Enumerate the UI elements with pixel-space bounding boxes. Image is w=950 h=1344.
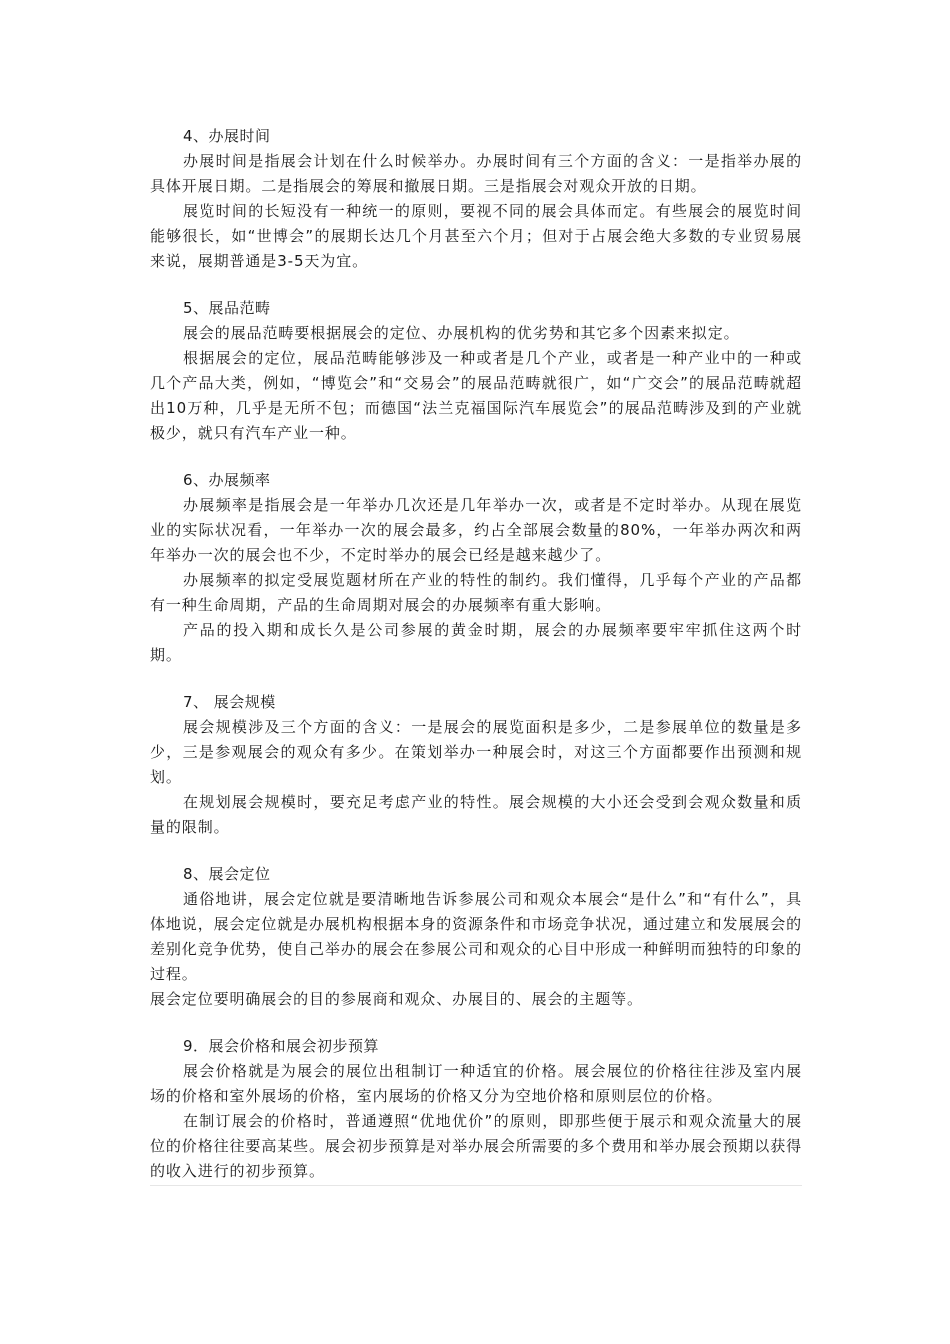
paragraph: 在规划展会规模时，要充足考虑产业的特性。展会规模的大小还会受到会观众数量和质量的限制。 (150, 793, 802, 836)
paragraph: 在制订展会的价格时，普通遵照“优地优价”的原则，即那些便于展示和观众流量大的展位的价格往往要高某些。展会初步预算是对举办展会所需要的多个费用和举办展会预期以获得的收入进行的初步预算。 (150, 1112, 802, 1180)
paragraph: 展会的展品范畴要根据展会的定位、办展机构的优劣势和其它多个因素来拟定。 (183, 324, 740, 342)
paragraph: 展会价格就是为展会的展位出租制订一种适宜的价格。展会展位的价格往往涉及室内展场的价格和室外展场的价格，室内展场的价格又分为空地价格和原则层位的价格。 (150, 1062, 802, 1105)
paragraph-note: 展会定位要明确展会的目的参展商和观众、办展目的、展会的主题等。 (150, 990, 643, 1008)
document-body (150, 124, 802, 1206)
section-exhibition-positioning (150, 862, 802, 1012)
section-exhibition-time (150, 124, 802, 274)
paragraph: 产品的投入期和成长久是公司参展的黄金时期，展会的办展频率要牢牢抓住这两个时期。 (150, 621, 802, 664)
section-heading: 7、 展会规模 (183, 693, 276, 711)
paragraph: 办展频率是指展会是一年举办几次还是几年举办一次，或者是不定时举办。从现在展览业的实际状况看，一年举办一次的展会最多，约占全部展会数量的80%，一年举办两次和两年举办一次的展会也不少，不定时举办的展会已经是越来越少了。 (150, 496, 802, 564)
paragraph: 办展频率的拟定受展览题材所在产业的特性的制约。我们懂得，几乎每个产业的产品都有一种生命周期，产品的生命周期对展会的办展频率有重大影响。 (150, 571, 802, 614)
section-heading: 5、展品范畴 (183, 299, 271, 317)
page-bottom-rule (150, 1185, 802, 1186)
paragraph: 根据展会的定位，展品范畴能够涉及一种或者是几个产业，或者是一种产业中的一种或几个产品大类，例如，“博览会”和“交易会”的展品范畴就很广，如“广交会”的展品范畴就超出10万种，几乎是无所不包；而德国“法兰克福国际汽车展览会”的展品范畴涉及到的产业就极少，就只有汽车产业一种。 (150, 349, 802, 442)
section-pricing-and-budget (150, 1034, 802, 1184)
paragraph: 办展时间是指展会计划在什么时候举办。办展时间有三个方面的含义：一是指举办展的具体开展日期。二是指展会的筹展和撤展日期。三是指展会对观众开放的日期。 (150, 152, 802, 195)
paragraph: 通俗地讲，展会定位就是要清晰地告诉参展公司和观众本展会“是什么”和“有什么”，具体地说，展会定位就是办展机构根据本身的资源条件和市场竞争状况，通过建立和发展展会的差别化竞争优势，使自己举办的展会在参展公司和观众的心目中形成一种鲜明而独特的印象的过程。 (150, 890, 802, 983)
paragraph: 展览时间的长短没有一种统一的原则，要视不同的展会具体而定。有些展会的展览时间能够很长，如“世博会”的展期长达几个月甚至六个月；但对于占展会绝大多数的专业贸易展来说，展期普通是3-5天为宜。 (150, 202, 802, 270)
section-heading: 8、展会定位 (183, 865, 271, 883)
section-exhibit-scope (150, 296, 802, 446)
paragraph: 展会规模涉及三个方面的含义：一是展会的展览面积是多少，二是参展单位的数量是多少，三是参观展会的观众有多少。在策划举办一种展会时，对这三个方面都要作出预测和规划。 (150, 718, 802, 786)
section-exhibition-frequency (150, 468, 802, 668)
section-heading: 6、办展频率 (183, 471, 271, 489)
section-heading: 9．展会价格和展会初步预算 (183, 1037, 380, 1055)
section-exhibition-scale (150, 690, 802, 840)
section-heading: 4、办展时间 (183, 127, 271, 145)
